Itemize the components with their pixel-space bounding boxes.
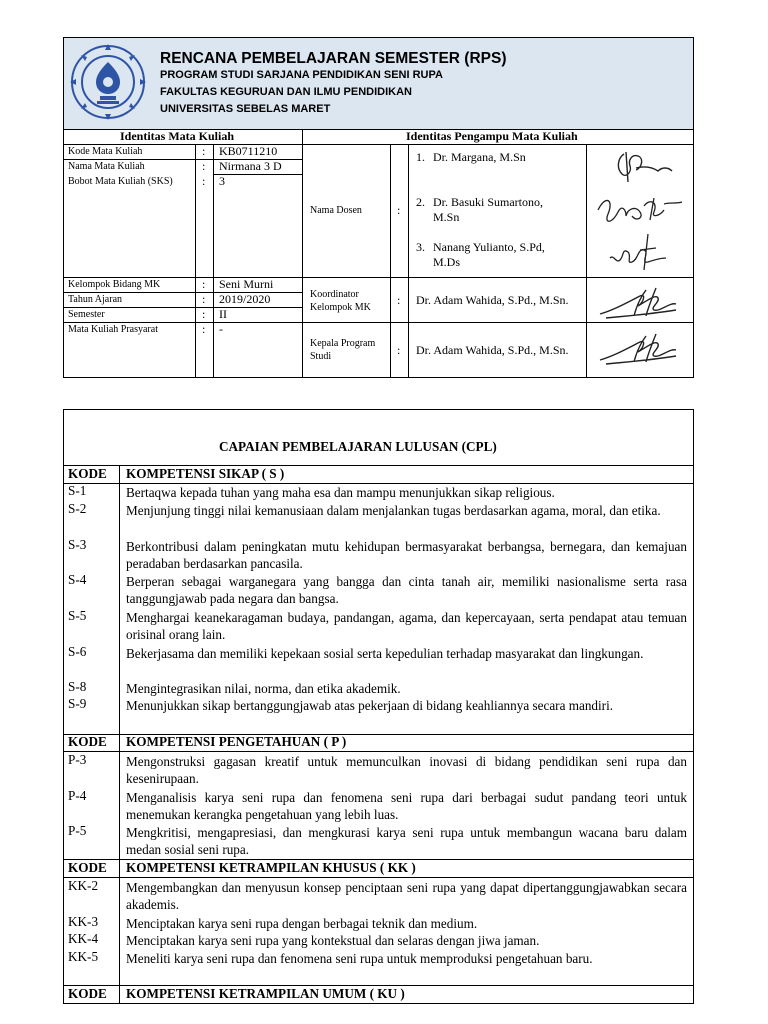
cpl-code: S-9 — [68, 696, 87, 711]
section-heading: KOMPETENSI KETRAMPILAN UMUM ( KU ) — [126, 986, 405, 1001]
cpl-text: Menunjukkan sikap bertanggungjawab atas pekerjaan di bidang keahliannya secara mandiri. — [126, 698, 614, 713]
cpl-code: S-5 — [68, 608, 87, 623]
section-heading: KOMPETENSI KETRAMPILAN KHUSUS ( KK ) — [126, 860, 416, 875]
row-colon: : — [202, 292, 206, 306]
cpl-text: Menciptakan karya seni rupa dengan berbagai teknik dan medium. — [126, 916, 478, 931]
dosen-name-cont: M.Sn — [433, 210, 460, 224]
cpl-text: Menjunjung tinggi nilai kemanusiaan dalam menjalankan tugas berdasarkan agama, moral, dan etika. — [126, 503, 661, 518]
university-logo — [66, 40, 150, 124]
dosen-number: 2. — [416, 195, 425, 209]
cpl-code: S-2 — [68, 501, 87, 516]
cpl-text: Mengonstruksi gagasan kreatif untuk memunculkan inovasi di bidang pendidikan seni rupa dan kesenirupaan. — [126, 754, 687, 786]
row-label: Kelompok Bidang MK — [68, 279, 161, 290]
signature-kaprodi — [596, 330, 688, 370]
cpl-text: Mengembangkan dan menyusun konsep penciptaan seni rupa yang dapat dipertanggungjawabkan secara akademis. — [126, 880, 687, 912]
cpl-text: Mengkritisi, mengapresiasi, dan mengkurasi karya seni rupa untuk membangun wacana baru dalam medan sosial seni rupa. — [126, 825, 687, 857]
kaprodi-colon: : — [397, 343, 401, 357]
nama-dosen-label: Nama Dosen — [310, 205, 362, 216]
cpl-text: Meneliti karya seni rupa dan fenomena seni rupa untuk memproduksi pengetahuan baru. — [126, 951, 593, 966]
cpl-text: Menghargai keanekaragaman budaya, pandangan, agama, dan kepercayaan, serta pendapat atau temuan orisinal orang lain. — [126, 610, 687, 642]
row-colon: : — [202, 277, 206, 291]
dosen-number: 3. — [416, 240, 425, 254]
dosen-name: Dr. Margana, M.Sn — [433, 150, 526, 164]
program-studi: PROGRAM STUDI SARJANA PENDIDIKAN SENI RUPA — [160, 69, 443, 81]
cpl-title: CAPAIAN PEMBELAJARAN LULUSAN (CPL) — [219, 439, 497, 454]
row-label: Semester — [68, 309, 105, 320]
row-colon: : — [202, 307, 206, 321]
section-heading: KOMPETENSI SIKAP ( S ) — [126, 466, 285, 481]
row-colon: : — [202, 174, 206, 188]
koordinator-label-cont: Kelompok MK — [310, 302, 371, 313]
signature-dosen-2 — [594, 188, 690, 228]
dosen-name: Dr. Basuki Sumartono, — [433, 195, 543, 209]
kaprodi-value: Dr. Adam Wahida, S.Pd., M.Sn. — [416, 343, 569, 357]
identitas-mk-header: Identitas Mata Kuliah — [120, 129, 235, 143]
row-colon: : — [202, 322, 206, 336]
cpl-code: S-3 — [68, 537, 87, 552]
cpl-code: KK-5 — [68, 949, 99, 964]
cpl-text: Mengintegrasikan nilai, norma, dan etika akademik. — [126, 681, 401, 696]
kode-header: KODE — [68, 986, 107, 1001]
row-value: Nirmana 3 D — [219, 159, 282, 173]
dosen-name: Nanang Yulianto, S.Pd, — [433, 240, 545, 254]
dosen-name-cont: M.Ds — [433, 255, 461, 269]
row-value: - — [219, 322, 223, 336]
cpl-code: S-8 — [68, 679, 87, 694]
kaprodi-label-cont: Studi — [310, 351, 332, 362]
row-colon: : — [202, 144, 206, 158]
row-label: Mata Kuliah Prasyarat — [68, 324, 158, 335]
row-value: 2019/2020 — [219, 292, 271, 306]
cpl-code: S-6 — [68, 644, 87, 659]
cpl-code: P-5 — [68, 823, 87, 838]
fakultas: FAKULTAS KEGURUAN DAN ILMU PENDIDIKAN — [160, 86, 412, 98]
row-label: Bobot Mata Kuliah (SKS) — [68, 176, 173, 187]
cpl-text: Berperan sebagai warganegara yang bangga dan cinta tanah air, memiliki nasionalisme serta rasa tanggungjawab pada negara dan bangsa. — [126, 574, 687, 606]
nama-dosen-colon: : — [397, 203, 401, 217]
signature-dosen-1 — [596, 146, 688, 186]
koordinator-colon: : — [397, 293, 401, 307]
kaprodi-label: Kepala Program — [310, 338, 376, 349]
cpl-code: S-1 — [68, 483, 87, 498]
koordinator-value: Dr. Adam Wahida, S.Pd., M.Sn. — [416, 293, 569, 307]
signature-koordinator — [596, 284, 688, 322]
cpl-code: P-4 — [68, 788, 87, 803]
row-value: 3 — [219, 174, 225, 188]
row-label: Tahun Ajaran — [68, 294, 123, 305]
cpl-text: Menganalisis karya seni rupa dan fenomena seni rupa dari berbagai sudut pandang teori untuk menemukan kerangka pengetahuan yang lebih luas. — [126, 790, 687, 822]
signature-dosen-3 — [604, 228, 684, 272]
row-colon: : — [202, 159, 206, 173]
universitas: UNIVERSITAS SEBELAS MARET — [160, 103, 331, 115]
row-value: Seni Murni — [219, 277, 274, 291]
koordinator-label: Koordinator — [310, 289, 359, 300]
kode-header: KODE — [68, 860, 107, 875]
document-title: RENCANA PEMBELAJARAN SEMESTER (RPS) — [160, 50, 507, 67]
cpl-code: P-3 — [68, 752, 87, 767]
section-heading: KOMPETENSI PENGETAHUAN ( P ) — [126, 734, 347, 749]
cpl-text: Bertaqwa kepada tuhan yang maha esa dan mampu menunjukkan sikap religious. — [126, 485, 555, 500]
cpl-code: KK-2 — [68, 878, 99, 893]
kode-header: KODE — [68, 466, 107, 481]
row-value: II — [219, 307, 227, 321]
cpl-code: S-4 — [68, 572, 87, 587]
cpl-code: KK-4 — [68, 931, 99, 946]
row-label: Nama Mata Kuliah — [68, 161, 145, 172]
cpl-text: Menciptakan karya seni rupa yang kontekstual dan selaras dengan jiwa jaman. — [126, 933, 540, 948]
kode-header: KODE — [68, 734, 107, 749]
row-label: Kode Mata Kuliah — [68, 146, 143, 157]
cpl-text: Bekerjasama dan memiliki kepekaan sosial serta kepedulian terhadap masyarakat dan lingkungan. — [126, 646, 644, 661]
dosen-number: 1. — [416, 150, 425, 164]
row-value: KB0711210 — [219, 144, 278, 158]
identitas-pengampu-header: Identitas Pengampu Mata Kuliah — [406, 129, 578, 143]
cpl-text: Berkontribusi dalam peningkatan mutu kehidupan bermasyarakat berbangsa, bernegara, dan kemajuan peradaban berdasarkan pancasila. — [126, 539, 687, 571]
cpl-code: KK-3 — [68, 914, 99, 929]
